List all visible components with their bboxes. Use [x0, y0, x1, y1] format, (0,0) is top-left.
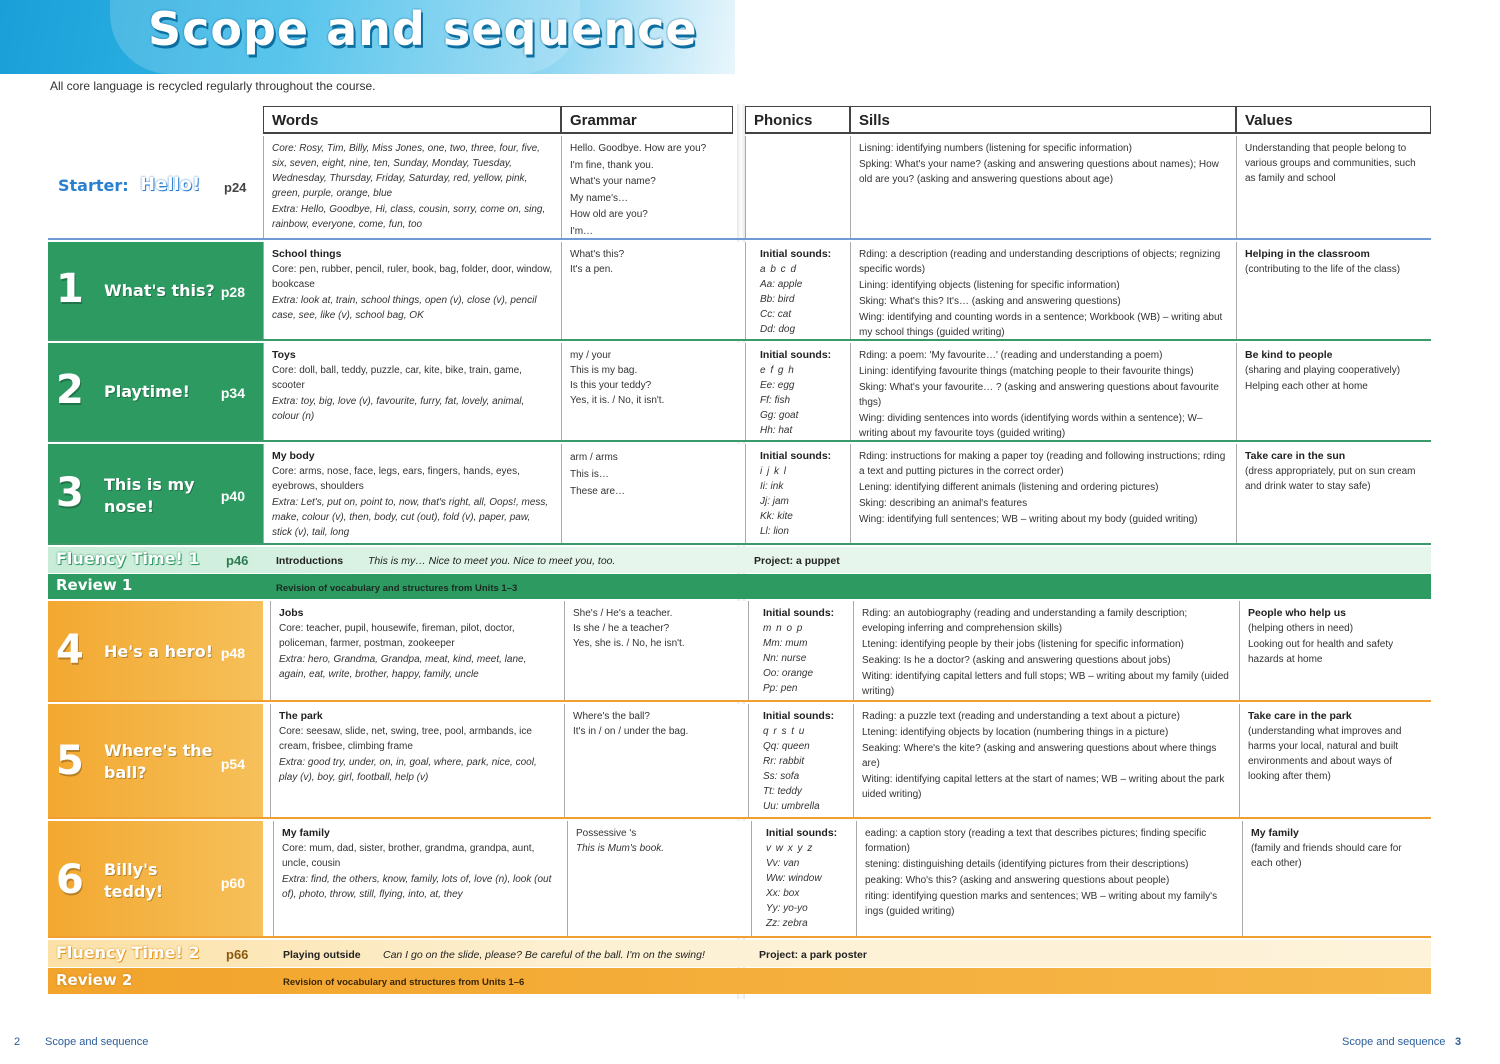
unit-page: p48: [220, 645, 245, 661]
skill-line: Sking: What's your favourite… ? (asking and answering questions about favourite thgs): [859, 382, 1219, 408]
words-core: Core: pen, rubber, pencil, ruler, book, bag, folder, door, window, bookcase: [272, 264, 553, 290]
skill-line: Rding: a poem: 'My favourite…' (reading and understanding a poem): [859, 350, 1163, 361]
words-core: Core: teacher, pupil, housewife, fireman, pilot, doctor, policeman, farmer, postman, zookeeper: [279, 623, 515, 649]
unit-name: Where's the ball?: [104, 741, 213, 782]
fluency-label: Fluency Time! 2: [56, 943, 200, 962]
skill-line: Spking: What's your name? (asking and answering questions about names); How old are you? (asking and answering questions about age): [859, 159, 1219, 185]
review-band-2: [48, 968, 1431, 994]
unit-words: [263, 242, 561, 339]
page-title: Scope and sequence: [148, 2, 698, 56]
skill-line: eading: a caption story (reading a text that describes pictures; finding specific formation): [865, 828, 1207, 854]
skill-line: Witing: identifying capital letters at the start of names; WB – writing about the park uided writing): [862, 774, 1225, 800]
grammar-line: What's this?: [570, 249, 625, 260]
grammar-line: It's a pen.: [570, 264, 614, 275]
fluency-project: Project: a park poster: [759, 949, 867, 961]
header-words: Words: [263, 106, 561, 134]
unit-page: p60: [220, 875, 245, 891]
unit-name: Playtime!: [104, 382, 190, 401]
skill-line: Wing: identifying full sentences; WB – writing about my body (guided writing): [859, 514, 1198, 525]
words-heading: Jobs: [279, 607, 304, 619]
starter-words: [263, 136, 561, 238]
starter-page: p24: [224, 180, 247, 195]
unit-name: Billy's teddy!: [104, 860, 164, 901]
grammar-line: arm / arms: [570, 452, 618, 463]
phonics-line: Zz: zebra: [766, 918, 808, 929]
unit-title-block: [48, 343, 263, 440]
phonics-letters: q r s t u: [763, 726, 806, 737]
starter-words-core: Core: Rosy, Tim, Billy, Miss Jones, one, two, three, four, five, six, seven, eight, nine, ten, Sunday, Monday, Tuesday, Wednesday, Thursday, Friday, Saturday, red, yellow, pink, green, purple, orange, blue: [272, 143, 540, 199]
words-core: Core: seesaw, slide, net, swing, tree, pool, armbands, ice cream, frisbee, climbing frame: [279, 726, 532, 752]
grammar-line: She's / He's a teacher.: [573, 608, 673, 619]
phonics-line: Cc: cat: [760, 309, 792, 320]
values-line: Helping each other at home: [1245, 381, 1368, 392]
grammar-line: Hello. Goodbye. How are you?: [570, 143, 707, 154]
skill-line: Lening: identifying different animals (listening and ordering pictures): [859, 482, 1159, 493]
unit-phonics: [751, 821, 856, 936]
unit-words: [270, 704, 564, 817]
starter-skills: [850, 136, 1236, 238]
grammar-line: I'm fine, thank you.: [570, 159, 654, 171]
unit-values: [1239, 704, 1431, 817]
phonics-line: Ss: sofa: [763, 771, 800, 782]
phonics-line: Ww: window: [766, 873, 822, 884]
grammar-line: I'm…: [570, 225, 594, 237]
grammar-line: It's in / on / under the bag.: [573, 726, 689, 737]
unit-page: p34: [220, 385, 245, 401]
unit-values: [1236, 444, 1431, 543]
values-heading: Take care in the sun: [1245, 450, 1346, 462]
skill-line: Seaking: Is he a doctor? (asking and answering questions about jobs): [862, 655, 1171, 666]
phonics-heading: Initial sounds:: [763, 710, 835, 722]
fluency-heading: Playing outside: [283, 949, 361, 961]
words-core: Core: doll, ball, teddy, puzzle, car, kite, bike, train, game, scooter: [272, 365, 522, 391]
skill-line: Wing: dividing sentences into words (identifying words within a sentence); W– writing about my favourite toys (guided writing): [859, 413, 1203, 439]
skill-line: Sking: describing an animal's features: [859, 498, 1028, 509]
unit-row-3: [48, 444, 1431, 545]
phonics-line: Pp: pen: [763, 683, 798, 694]
phonics-line: Ll: lion: [760, 526, 789, 537]
words-core: Core: arms, nose, face, legs, ears, fingers, hands, eyes, eyebrows, shoulders: [272, 466, 520, 492]
skill-line: Lisning: identifying numbers (listening for specific information): [859, 143, 1132, 154]
unit-skills: [850, 444, 1236, 543]
unit-phonics: [748, 601, 853, 700]
words-core: Core: mum, dad, sister, brother, grandma, grandpa, aunt, uncle, cousin: [282, 843, 535, 869]
values-line: (family and friends should care for each other): [1251, 843, 1402, 869]
unit-number: 3: [56, 470, 84, 516]
words-extra: Extra: good try, under, on, in, goal, where, park, nice, cool, play (v), boy, girl, football, help (v): [279, 757, 537, 783]
words-heading: My body: [272, 450, 315, 462]
fluency-text: Can I go on the slide, please? Be careful of the ball. I'm on the swing!: [383, 949, 705, 961]
starter-phonics: [745, 136, 850, 238]
skill-line: Ltening: identifying people by their jobs (listening for specific information): [862, 639, 1184, 650]
words-extra: Extra: look at, train, school things, open (v), close (v), pencil case, see, like (v), school bag, OK: [272, 295, 537, 321]
phonics-letters: v w x y z: [766, 843, 814, 854]
grammar-line: These are…: [570, 486, 626, 497]
phonics-line: Rr: rabbit: [763, 756, 805, 767]
words-extra: Extra: toy, big, love (v), favourite, furry, fat, lovely, animal, colour (n): [272, 396, 525, 422]
unit-page: p54: [220, 756, 245, 772]
unit-values: [1239, 601, 1431, 700]
grammar-line: What's your name?: [570, 176, 656, 187]
skill-line: Rding: instructions for making a paper toy (reading and following instructions; rding a text and putting pictures in the correct order): [859, 451, 1226, 477]
fluency-band-2: [48, 940, 1431, 967]
grammar-line: How old are you?: [570, 209, 648, 220]
phonics-heading: Initial sounds:: [763, 607, 835, 619]
unit-phonics: [745, 444, 850, 543]
phonics-line: Oo: orange: [763, 668, 814, 679]
values-line: (contributing to the life of the class): [1245, 264, 1401, 275]
unit-row-6: [48, 821, 1431, 938]
phonics-line: Nn: nurse: [763, 653, 807, 664]
starter-grammar: [561, 136, 745, 238]
unit-title-block: [48, 242, 263, 339]
values-heading: Be kind to people: [1245, 349, 1333, 361]
phonics-line: Qq: queen: [763, 741, 810, 752]
words-heading: School things: [272, 248, 342, 260]
phonics-line: Uu: umbrella: [763, 801, 820, 812]
unit-words: [270, 601, 564, 700]
skill-line: Rding: an autobiography (reading and understanding a family description; eveloping inferring and comprehension skills): [862, 608, 1188, 634]
page-number-right: 3: [1455, 1036, 1462, 1048]
fluency-project: Project: a puppet: [754, 555, 840, 567]
unit-grammar: [561, 242, 745, 339]
unit-row-5: [48, 704, 1431, 819]
starter-row: [48, 136, 1431, 240]
values-heading: My family: [1251, 827, 1299, 839]
footer-text-right: Scope and sequence: [1342, 1036, 1446, 1048]
starter-words-extra: Extra: Hello, Goodbye, Hi, class, cousin, sorry, come on, sing, rainbow, everyone, come, fun, too: [272, 204, 546, 230]
footer-text-left: Scope and sequence: [45, 1036, 149, 1048]
words-heading: The park: [279, 710, 323, 722]
grammar-line: Yes, it is. / No, it isn't.: [570, 395, 665, 406]
unit-number: 1: [56, 266, 84, 312]
fluency-page: p46: [226, 553, 249, 568]
skill-line: Ltening: identifying objects by location (numbering things in a picture): [862, 727, 1169, 738]
skill-line: Sking: What's this? It's… (asking and answering questions): [859, 296, 1121, 307]
unit-page: p28: [220, 284, 245, 300]
skill-line: riting: identifying question marks and sentences; WB – writing about my family's ings (guided writing): [865, 891, 1218, 917]
grammar-line: This is Mum's book.: [576, 843, 665, 854]
skill-line: Rding: a description (reading and understanding descriptions of objects; regnizing specific words): [859, 249, 1221, 275]
values-heading: Take care in the park: [1248, 710, 1352, 722]
phonics-heading: Initial sounds:: [760, 349, 832, 361]
phonics-letters: m n o p: [763, 623, 804, 634]
header-values: Values: [1236, 106, 1431, 134]
values-heading: People who help us: [1248, 607, 1347, 619]
header-grammar: Grammar: [561, 106, 733, 134]
unit-skills: [853, 601, 1239, 700]
words-extra: Extra: hero, Grandma, Grandpa, meat, kind, meet, lane, again, eat, write, brother, happy, family, uncle: [279, 654, 527, 680]
grammar-line: My name's…: [570, 192, 629, 204]
skill-line: Lining: identifying favourite things (matching people to their favourite things): [859, 366, 1194, 377]
unit-skills: [853, 704, 1239, 817]
unit-number: 4: [56, 627, 84, 673]
fluency-band-1: [48, 547, 1431, 573]
phonics-letters: e f g h: [760, 365, 795, 376]
words-extra: Extra: find, the others, know, family, lots of, love (n), look (out of), photo, throw, still, flying, into, at, they: [282, 874, 552, 900]
values-line: (helping others in need): [1248, 623, 1354, 634]
unit-grammar: [561, 343, 745, 440]
grammar-line: Is she / he a teacher?: [573, 623, 670, 634]
values-line: (understanding what improves and harms your local, natural and built environments and about ways of looking after them): [1248, 726, 1402, 782]
grammar-line: This is my bag.: [570, 365, 638, 376]
values-line: (dress appropriately, put on sun cream and drink water to stay safe): [1245, 466, 1416, 492]
phonics-line: Aa: apple: [760, 279, 803, 290]
skill-line: Witing: identifying capital letters and full stops; WB – writing about my family (uided writing): [862, 671, 1229, 697]
unit-row-1: [48, 242, 1431, 341]
unit-title-block: [48, 821, 263, 936]
grammar-line: Yes, she is. / No, he isn't.: [573, 638, 685, 649]
unit-values: [1242, 821, 1431, 936]
unit-phonics: [745, 343, 850, 440]
review-label: Review 1: [56, 576, 133, 594]
skill-line: Seaking: Where's the kite? (asking and answering questions about where things are): [862, 743, 1217, 769]
phonics-line: Gg: goat: [760, 410, 799, 421]
unit-skills: [856, 821, 1242, 936]
phonics-line: Vv: van: [766, 858, 800, 869]
phonics-line: Ee: egg: [760, 380, 795, 391]
unit-grammar: [564, 704, 748, 817]
phonics-line: Mm: mum: [763, 638, 808, 649]
grammar-line: my / your: [570, 350, 612, 361]
phonics-line: Bb: bird: [760, 294, 795, 305]
unit-grammar: [567, 821, 751, 936]
starter-name: Hello!: [140, 174, 201, 195]
phonics-line: Jj: jam: [760, 496, 789, 507]
skill-line: peaking: Who's this? (asking and answering questions about people): [865, 875, 1170, 886]
phonics-line: Ii: ink: [760, 481, 784, 492]
words-heading: Toys: [272, 349, 296, 361]
skill-line: stening: distinguishing details (identifying pictures from their descriptions): [865, 859, 1189, 870]
unit-skills: [850, 343, 1236, 440]
grammar-line: This is…: [570, 469, 609, 480]
fluency-heading: Introductions: [276, 555, 344, 567]
unit-title-block: [48, 601, 263, 700]
starter-label: Starter:: [58, 176, 129, 195]
fluency-page: p66: [226, 947, 249, 962]
words-heading: My family: [282, 827, 330, 839]
unit-number: 5: [56, 738, 84, 784]
review-label: Review 2: [56, 971, 133, 989]
unit-number: 2: [56, 367, 84, 413]
words-extra: Extra: Let's, put on, point to, now, that's right, all, Oops!, mess, make, colour (v), then, body, cut (out), fold (v), paper, paw, stick (v), tail, long: [272, 497, 549, 538]
starter-title-block: [48, 136, 263, 238]
grammar-line: Possessive 's: [576, 828, 637, 839]
phonics-line: Hh: hat: [760, 425, 793, 436]
unit-title-block: [48, 704, 263, 817]
unit-title-block: [48, 444, 263, 543]
unit-number: 6: [56, 857, 84, 903]
phonics-line: Yy: yo-yo: [766, 903, 808, 914]
unit-words: [273, 821, 567, 936]
phonics-heading: Initial sounds:: [760, 450, 832, 462]
header-skills: Sills: [850, 106, 1236, 134]
unit-name: He's a hero!: [104, 642, 214, 661]
review-text: Revision of vocabulary and structures from Units 1–6: [283, 977, 525, 988]
unit-row-2: [48, 343, 1431, 442]
intro-text: All core language is recycled regularly throughout the course.: [50, 79, 376, 93]
skill-line: Rading: a puzzle text (reading and understanding a text about a picture): [862, 711, 1180, 722]
fluency-label: Fluency Time! 1: [56, 549, 200, 568]
unit-phonics: [748, 704, 853, 817]
unit-phonics: [745, 242, 850, 339]
phonics-heading: Initial sounds:: [766, 827, 838, 839]
unit-page: p40: [220, 488, 245, 504]
unit-row-4: [48, 601, 1431, 702]
unit-values: [1236, 343, 1431, 440]
values-heading: Helping in the classroom: [1245, 248, 1370, 260]
unit-name: What's this?: [104, 281, 215, 300]
unit-grammar: [564, 601, 748, 700]
grammar-line: Is this your teddy?: [570, 380, 652, 391]
values-line: (sharing and playing cooperatively): [1245, 365, 1401, 376]
grammar-line: Where's the ball?: [573, 711, 650, 722]
values-text: Understanding that people belong to various groups and communities, such as family and school: [1245, 143, 1416, 184]
values-line: Looking out for health and safety hazards at home: [1248, 639, 1394, 665]
phonics-line: Kk: kite: [760, 511, 793, 522]
unit-words: [263, 444, 561, 543]
unit-grammar: [561, 444, 745, 543]
unit-values: [1236, 242, 1431, 339]
fluency-text: This is my… Nice to meet you. Nice to meet you, too.: [368, 555, 616, 567]
review-band-1: [48, 574, 1431, 599]
phonics-heading: Initial sounds:: [760, 248, 832, 260]
unit-words: [263, 343, 561, 440]
phonics-line: Xx: box: [766, 888, 800, 899]
unit-name: This is my nose!: [104, 475, 195, 516]
skill-line: Wing: identifying and counting words in a sentence; Workbook (WB) – writing abut my school things (guided writing): [859, 312, 1223, 338]
phonics-line: Dd: dog: [760, 324, 796, 335]
skill-line: Lining: identifying objects (listening for specific information): [859, 280, 1120, 291]
phonics-letters: a b c d: [760, 264, 798, 275]
phonics-line: Ff: fish: [760, 395, 791, 406]
unit-skills: [850, 242, 1236, 339]
phonics-letters: i j k l: [760, 466, 787, 477]
page-number-left: 2: [14, 1036, 21, 1048]
review-text: Revision of vocabulary and structures from Units 1–3: [276, 583, 518, 594]
header-phonics: Phonics: [745, 106, 850, 134]
phonics-line: Tt: teddy: [763, 786, 802, 797]
starter-values: [1236, 136, 1431, 238]
